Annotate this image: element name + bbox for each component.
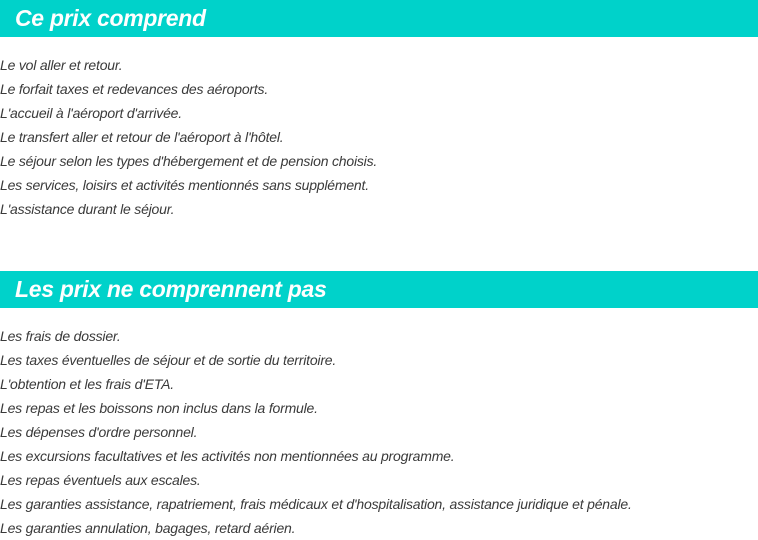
- list-item: Les frais de dossier.: [0, 328, 121, 344]
- list-item: Le séjour selon les types d'hébergement et de pension choisis.: [0, 153, 378, 169]
- list-item: Les garanties annulation, bagages, retard aérien.: [0, 520, 296, 536]
- list-item: Les repas éventuels aux escales.: [0, 472, 201, 488]
- list-item: Les excursions facultatives et les activités non mentionnées au programme.: [0, 448, 455, 464]
- list-item: Les services, loisirs et activités mentionnés sans supplément.: [0, 177, 369, 193]
- excluded-section-title: Les prix ne comprennent pas: [0, 271, 758, 308]
- list-item: L'obtention et les frais d'ETA.: [0, 376, 174, 392]
- list-item: Le forfait taxes et redevances des aéroports.: [0, 81, 269, 97]
- included-list: [0, 53, 377, 221]
- excluded-list: [0, 324, 632, 540]
- list-item: L'accueil à l'aéroport d'arrivée.: [0, 105, 182, 121]
- list-item: Le vol aller et retour.: [0, 57, 123, 73]
- list-item: Le transfert aller et retour de l'aéroport à l'hôtel.: [0, 129, 284, 145]
- list-item: Les garanties assistance, rapatriement, frais médicaux et d'hospitalisation, assistance juridique et pénale.: [0, 496, 632, 512]
- included-section-title: Ce prix comprend: [0, 0, 758, 37]
- list-item: Les dépenses d'ordre personnel.: [0, 424, 198, 440]
- list-item: Les taxes éventuelles de séjour et de sortie du territoire.: [0, 352, 337, 368]
- list-item: L'assistance durant le séjour.: [0, 201, 175, 217]
- list-item: Les repas et les boissons non inclus dans la formule.: [0, 400, 318, 416]
